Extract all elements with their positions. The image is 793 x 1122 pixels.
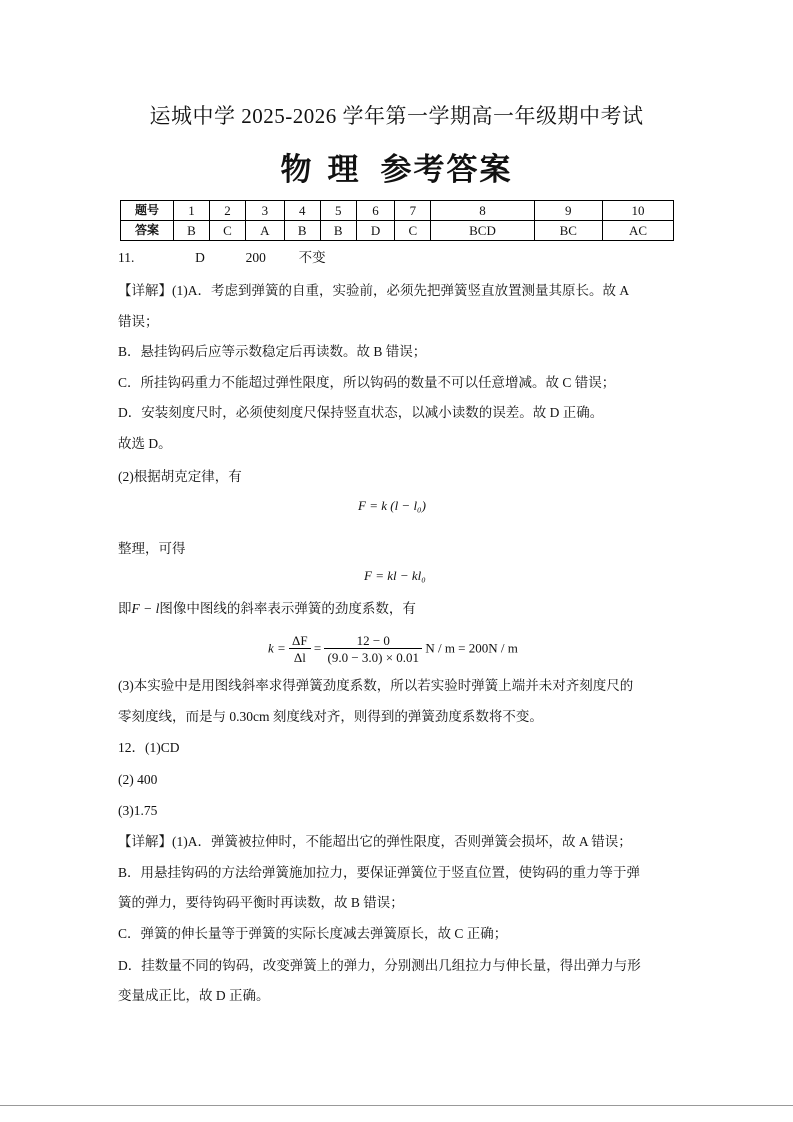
- table-header-number: 题号: [121, 201, 174, 221]
- fraction-numerator: ΔF: [289, 633, 311, 649]
- q11-explanation-line: B．悬挂钩码后应等示数稳定后再读数。故 B 错误；: [118, 344, 427, 359]
- q12-explanation-line: 【详解】(1)A．弹簧被拉伸时，不能超出它的弹性限度，否则弹簧会损坏，故 A 错误；: [118, 834, 632, 849]
- table-header-answer: 答案: [121, 221, 174, 241]
- table-cell-number: 3: [246, 201, 285, 221]
- q11-explanation-line: D．安装刻度尺时，必须使刻度尺保持竖直状态，以减小读数的误差。故 D 正确。: [118, 405, 604, 420]
- q11-explanation-line: 整理，可得: [118, 541, 186, 556]
- q12-answer-line: (2) 400: [118, 772, 158, 787]
- answer-table-number-row: [121, 201, 674, 221]
- fraction-numerator: 12 − 0: [324, 633, 422, 649]
- page-bottom-divider: [0, 1105, 793, 1106]
- q11-explanation-line: C．所挂钩码重力不能超过弹性限度，所以钩码的数量不可以任意增减。故 C 错误；: [118, 375, 616, 390]
- rearranged-formula: F = kl − kl₀: [364, 568, 426, 583]
- q11-explanation-line: 零刻度线，而是与 0.30cm 刻度线对齐，则得到的弹簧劲度系数将不变。: [118, 709, 543, 724]
- table-cell-number: 8: [431, 201, 534, 221]
- q12-explanation-line: 变量成正比，故 D 正确。: [118, 988, 270, 1003]
- table-cell-answer: C: [210, 221, 246, 241]
- subtitle-subject-2: 理: [327, 152, 361, 188]
- page-title: 运城中学 2025-2026 学年第一学期高一年级期中考试: [149, 104, 644, 128]
- table-cell-number: 6: [356, 201, 395, 221]
- q11-explanation-line: 故选 D。: [118, 436, 172, 451]
- table-cell-number: 10: [602, 201, 673, 221]
- fraction-values: [324, 633, 422, 666]
- table-cell-answer: C: [395, 221, 431, 241]
- formula-equals: =: [313, 640, 325, 656]
- q12-explanation-line: 簧的弹力，要待钩码平衡时再读数，故 B 错误；: [118, 895, 404, 910]
- q11-answer-3: 不变: [298, 250, 326, 265]
- answer-table: [120, 200, 674, 241]
- page-subtitle: [0, 144, 793, 189]
- subtitle-answer-key: 参考答案: [380, 152, 513, 188]
- table-cell-number: 1: [174, 201, 210, 221]
- q11-explanation-line: 【详解】(1)A．考虑到弹簧的自重，实验前，必须先把弹簧竖直放置测量其原长。故 A: [118, 283, 630, 298]
- table-cell-number: 5: [320, 201, 356, 221]
- q12-explanation-line: B．用悬挂钩码的方法给弹簧施加拉力，要保证弹簧位于竖直位置，使钩码的重力等于弹: [118, 865, 641, 880]
- subtitle-subject-1: 物: [280, 152, 314, 188]
- table-cell-answer: B: [174, 221, 210, 241]
- table-cell-answer: BC: [534, 221, 602, 241]
- table-cell-answer: B: [320, 221, 356, 241]
- graph-label: F − l: [131, 601, 160, 616]
- q11-answer-1: D: [195, 250, 205, 265]
- q12-answer-line: (3)1.75: [118, 803, 158, 818]
- hooke-law-formula: F = k (l − l₀): [358, 498, 426, 513]
- fraction-denominator: (9.0 − 3.0) × 0.01: [327, 650, 420, 665]
- q11-explanation-line: 错误；: [118, 314, 159, 329]
- q12-answer-line: 12．(1)CD: [118, 740, 180, 755]
- q11-answer-2: 200: [245, 250, 266, 265]
- answer-table-answer-row: [121, 221, 674, 241]
- table-cell-number: 9: [534, 201, 602, 221]
- table-cell-number: 7: [395, 201, 431, 221]
- fraction-delta: [289, 633, 311, 666]
- q12-explanation-line: C．弹簧的伸长量等于弹簧的实际长度减去弹簧原长，故 C 正确；: [118, 926, 508, 941]
- q11-explanation-line: (3)本实验中是用图线斜率求得弹簧劲度系数，所以若实验时弹簧上端并未对齐刻度尺的: [118, 678, 634, 693]
- q11-text-prefix: 即: [118, 601, 132, 616]
- table-cell-answer: A: [246, 221, 285, 241]
- table-cell-answer: D: [356, 221, 395, 241]
- table-cell-answer: B: [284, 221, 320, 241]
- formula-k-lhs: k =: [268, 640, 290, 656]
- q11-explanation-line: (2)根据胡克定律，有: [118, 469, 242, 484]
- q11-number: 11.: [118, 250, 135, 265]
- table-cell-answer: AC: [602, 221, 673, 241]
- q11-text-suffix: 图像中图线的斜率表示弹簧的劲度系数，有: [159, 601, 416, 616]
- table-cell-number: 2: [210, 201, 246, 221]
- q11-explanation-line: [118, 600, 416, 618]
- table-cell-answer: BCD: [431, 221, 534, 241]
- stiffness-formula: [268, 633, 518, 666]
- table-cell-number: 4: [284, 201, 320, 221]
- formula-result: N / m = 200N / m: [425, 640, 518, 656]
- fraction-denominator: Δl: [293, 650, 306, 665]
- q12-explanation-line: D．挂数量不同的钩码，改变弹簧上的弹力，分别测出几组拉力与伸长量，得出弹力与形: [118, 958, 641, 973]
- q11-answers: [118, 249, 326, 267]
